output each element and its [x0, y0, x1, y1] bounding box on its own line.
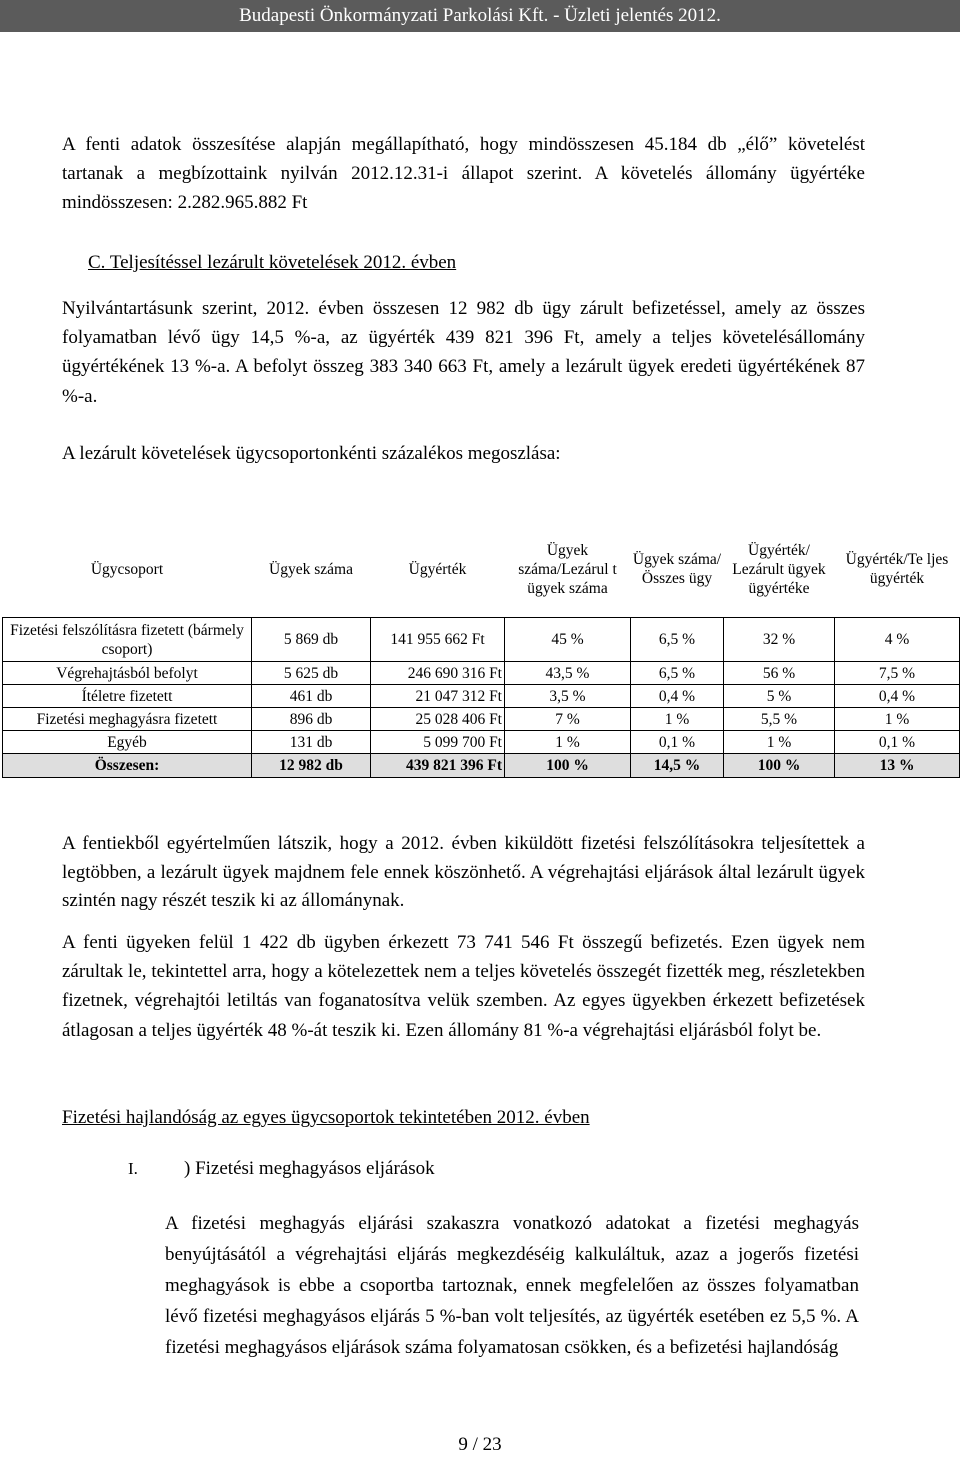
table-cell: 246 690 316 Ft	[371, 662, 505, 685]
table-header-cell: Ügyek száma	[252, 521, 371, 618]
page-number: 9 / 23	[458, 1434, 502, 1455]
paragraph-summary: A fenti adatok összesítése alapján megállapítható, hogy mindösszesen 45.184 db „élő” követelést tartanak a megbízottaink nyilván 2012.12.31-i állapot szerint. A követelés állomány ügyértéke mindösszesen: 2.282.965.882 Ft	[62, 134, 865, 213]
table-cell: 6,5 %	[631, 618, 724, 662]
table-caption: A lezárult követelések ügycsoportonkénti százalékos megoszlása:	[62, 443, 561, 464]
table-cell: 100 %	[505, 754, 631, 778]
paragraph-partial-payments: A fenti ügyeken felül 1 422 db ügyben érkezett 73 741 546 Ft összegű befizetés. Ezen ügyek nem zárultak le, tekintettel arra, hogy a kötelezettek nem a teljes követelés összegét fizették meg, részletekben fizetnek, végrehajtói letiltás van foganatosítva velük szemben. Az egyes ügyekben érkezett befizetések átlagosan a teljes ügyérték 48 %-át teszik ki. Ezen állomány 81 %-a végrehajtási eljárásból folyt be.	[62, 932, 865, 1041]
table-cell: Fizetési felszólításra fizetett (bármely csoport)	[3, 618, 252, 662]
table-cell: 7 %	[505, 708, 631, 731]
table-cell: 0,4 %	[835, 685, 960, 708]
table-cell: Fizetési meghagyásra fizetett	[3, 708, 252, 731]
table-cell: 13 %	[835, 754, 960, 778]
table-cell: 5 869 db	[252, 618, 371, 662]
table-cell: 1 %	[835, 708, 960, 731]
table-cell: 1 %	[631, 708, 724, 731]
table-row	[3, 731, 960, 754]
closed-cases-table	[2, 521, 960, 778]
table-header-cell: Ügyérték/Te ljes ügyérték	[835, 521, 960, 618]
table-cell: 141 955 662 Ft	[371, 618, 505, 662]
table-cell: 43,5 %	[505, 662, 631, 685]
table-cell: 0,4 %	[631, 685, 724, 708]
table-cell: 56 %	[724, 662, 835, 685]
table-header-row	[3, 521, 960, 618]
table-cell: 25 028 406 Ft	[371, 708, 505, 731]
paragraph-conclusion: A fentiekből egyértelműen látszik, hogy a 2012. évben kiküldött fizetési felszólításokra teljesítettek a legtöbben, a lezárult ügyek majdnem fele ennek köszönhető. A végrehajtási eljárások által lezárult ügyek szintén nagy részét teszik ki az állománynak.	[62, 833, 865, 912]
table-cell: 14,5 %	[631, 754, 724, 778]
paragraph-closed-cases: Nyilvántartásunk szerint, 2012. évben összesen 12 982 db ügy zárult befizetéssel, amely az összes folyamatban lévő ügy 14,5 %-a, az ügyérték 439 821 396 Ft, amely a teljes követelésállomány ügyértékének 13 %-a. A befolyt összeg 383 340 663 Ft, amely a lezárult ügyek eredeti ügyértékének 87 %-a.	[62, 298, 865, 407]
table-cell: Egyéb	[3, 731, 252, 754]
table-row	[3, 685, 960, 708]
table-row	[3, 618, 960, 662]
table-cell: 100 %	[724, 754, 835, 778]
paragraph-payment-orders: A fizetési meghagyás eljárási szakaszra vonatkozó adatokat a fizetési meghagyás benyújtásától a végrehajtási eljárás megkezdéséig kalkuláltuk, azaz a jogerős fizetési meghagyások is ebbe a csoportba tartoznak, ennek megfelelően az összes folyamatban lévő fizetési meghagyásos eljárás 5 %-ban volt teljesítés, az ügyérték esetében ez 5,5 %. A fizetési meghagyásos eljárások száma folyamatosan csökken, és a befizetési hajlandóság	[165, 1213, 859, 1358]
table-header-cell: Ügyérték/ Lezárult ügyek ügyértéke	[724, 521, 835, 618]
table-cell: 461 db	[252, 685, 371, 708]
table-cell: 6,5 %	[631, 662, 724, 685]
table-cell: 32 %	[724, 618, 835, 662]
table-cell: 5 %	[724, 685, 835, 708]
table-cell: 5 625 db	[252, 662, 371, 685]
table-cell: 439 821 396 Ft	[371, 754, 505, 778]
table-cell: 1 %	[724, 731, 835, 754]
table-cell: 21 047 312 Ft	[371, 685, 505, 708]
list-item-payment-orders	[128, 1155, 435, 1183]
table-cell: 0,1 %	[835, 731, 960, 754]
table-cell: 1 %	[505, 731, 631, 754]
table-cell: 896 db	[252, 708, 371, 731]
table-header-cell: Ügyek száma/ Összes ügy	[631, 521, 724, 618]
header-title: Budapesti Önkormányzati Parkolási Kft. - Üzleti jelentés 2012.	[239, 5, 721, 26]
subheading-payment-willingness: Fizetési hajlandóság az egyes ügycsoportok tekintetében 2012. évben	[62, 1107, 590, 1128]
table-cell: 131 db	[252, 731, 371, 754]
table-cell: 4 %	[835, 618, 960, 662]
table-cell: 45 %	[505, 618, 631, 662]
table-header-cell: Ügyérték	[371, 521, 505, 618]
table-cell: Ítéletre fizetett	[3, 685, 252, 708]
table-cell: 7,5 %	[835, 662, 960, 685]
table-cell: 12 982 db	[252, 754, 371, 778]
table-cell: Végrehajtásból befolyt	[3, 662, 252, 685]
table-header-cell: Ügyek száma/Lezárul t ügyek száma	[505, 521, 631, 618]
table-cell: 3,5 %	[505, 685, 631, 708]
table-cell: 5,5 %	[724, 708, 835, 731]
table-row	[3, 662, 960, 685]
list-item-number: I.	[128, 1159, 138, 1178]
section-c-heading: C. Teljesítéssel lezárult követelések 2012. évben	[88, 252, 457, 273]
table-total-row	[3, 754, 960, 778]
list-item-label: ) Fizetési meghagyásos eljárások	[184, 1158, 435, 1179]
table-cell: 0,1 %	[631, 731, 724, 754]
table-cell: 5 099 700 Ft	[371, 731, 505, 754]
table-header-cell: Ügycsoport	[3, 521, 252, 618]
table-row	[3, 708, 960, 731]
page-header	[0, 0, 960, 32]
table-cell: Összesen:	[3, 754, 252, 778]
